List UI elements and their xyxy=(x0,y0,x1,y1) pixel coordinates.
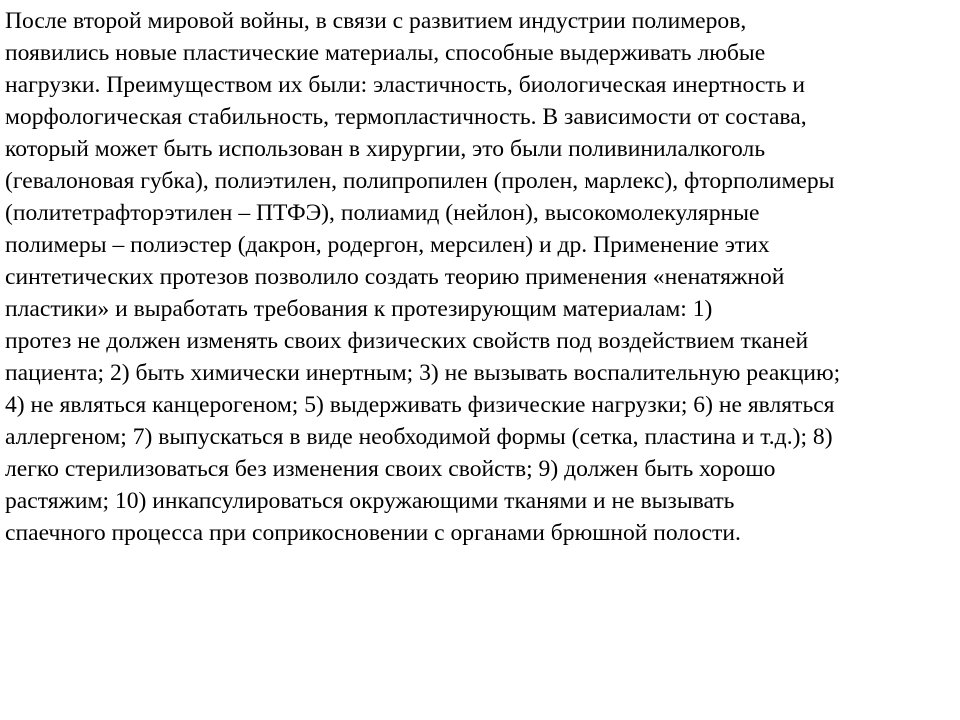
text-line: пациента; 2) быть химически инертным; 3) не вызывать воспалительную реакцию; xyxy=(5,360,841,386)
text-line: нагрузки. Преимуществом их были: эластичность, биологическая инертность и xyxy=(5,72,806,98)
text-line: морфологическая стабильность, термопластичность. В зависимости от состава, xyxy=(5,104,807,130)
text-line: (гевалоновая губка), полиэтилен, полипропилен (пролен, марлекс), фторполимеры xyxy=(5,168,835,194)
text-line: который может быть использован в хирургии, это были поливинилалкоголь xyxy=(5,136,766,162)
text-line: легко стерилизоваться без изменения своих свойств; 9) должен быть хорошо xyxy=(5,456,776,482)
text-line: аллергеном; 7) выпускаться в виде необходимой формы (сетка, пластина и т.д.); 8) xyxy=(5,424,833,450)
text-line: полимеры – полиэстер (дакрон, родергон, мерсилен) и др. Применение этих xyxy=(5,232,770,258)
text-line: протез не должен изменять своих физических свойств под воздействием тканей xyxy=(5,328,809,354)
text-line: (политетрафторэтилен – ПТФЭ), полиамид (нейлон), высокомолекулярные xyxy=(5,200,760,226)
text-line: спаечного процесса при соприкосновении с органами брюшной полости. xyxy=(5,520,741,546)
text-line: растяжим; 10) инкапсулироваться окружающими тканями и не вызывать xyxy=(5,488,735,514)
text-line: пластики» и выработать требования к протезирующим материалам: 1) xyxy=(5,296,713,322)
text-line: синтетических протезов позволило создать теорию применения «ненатяжной xyxy=(5,264,785,290)
text-line: 4) не являться канцерогеном; 5) выдерживать физические нагрузки; 6) не являться xyxy=(5,392,835,418)
body-text xyxy=(5,5,960,549)
text-line: После второй мировой войны, в связи с развитием индустрии полимеров, xyxy=(5,8,747,34)
text-line: появились новые пластические материалы, способные выдерживать любые xyxy=(5,40,766,66)
